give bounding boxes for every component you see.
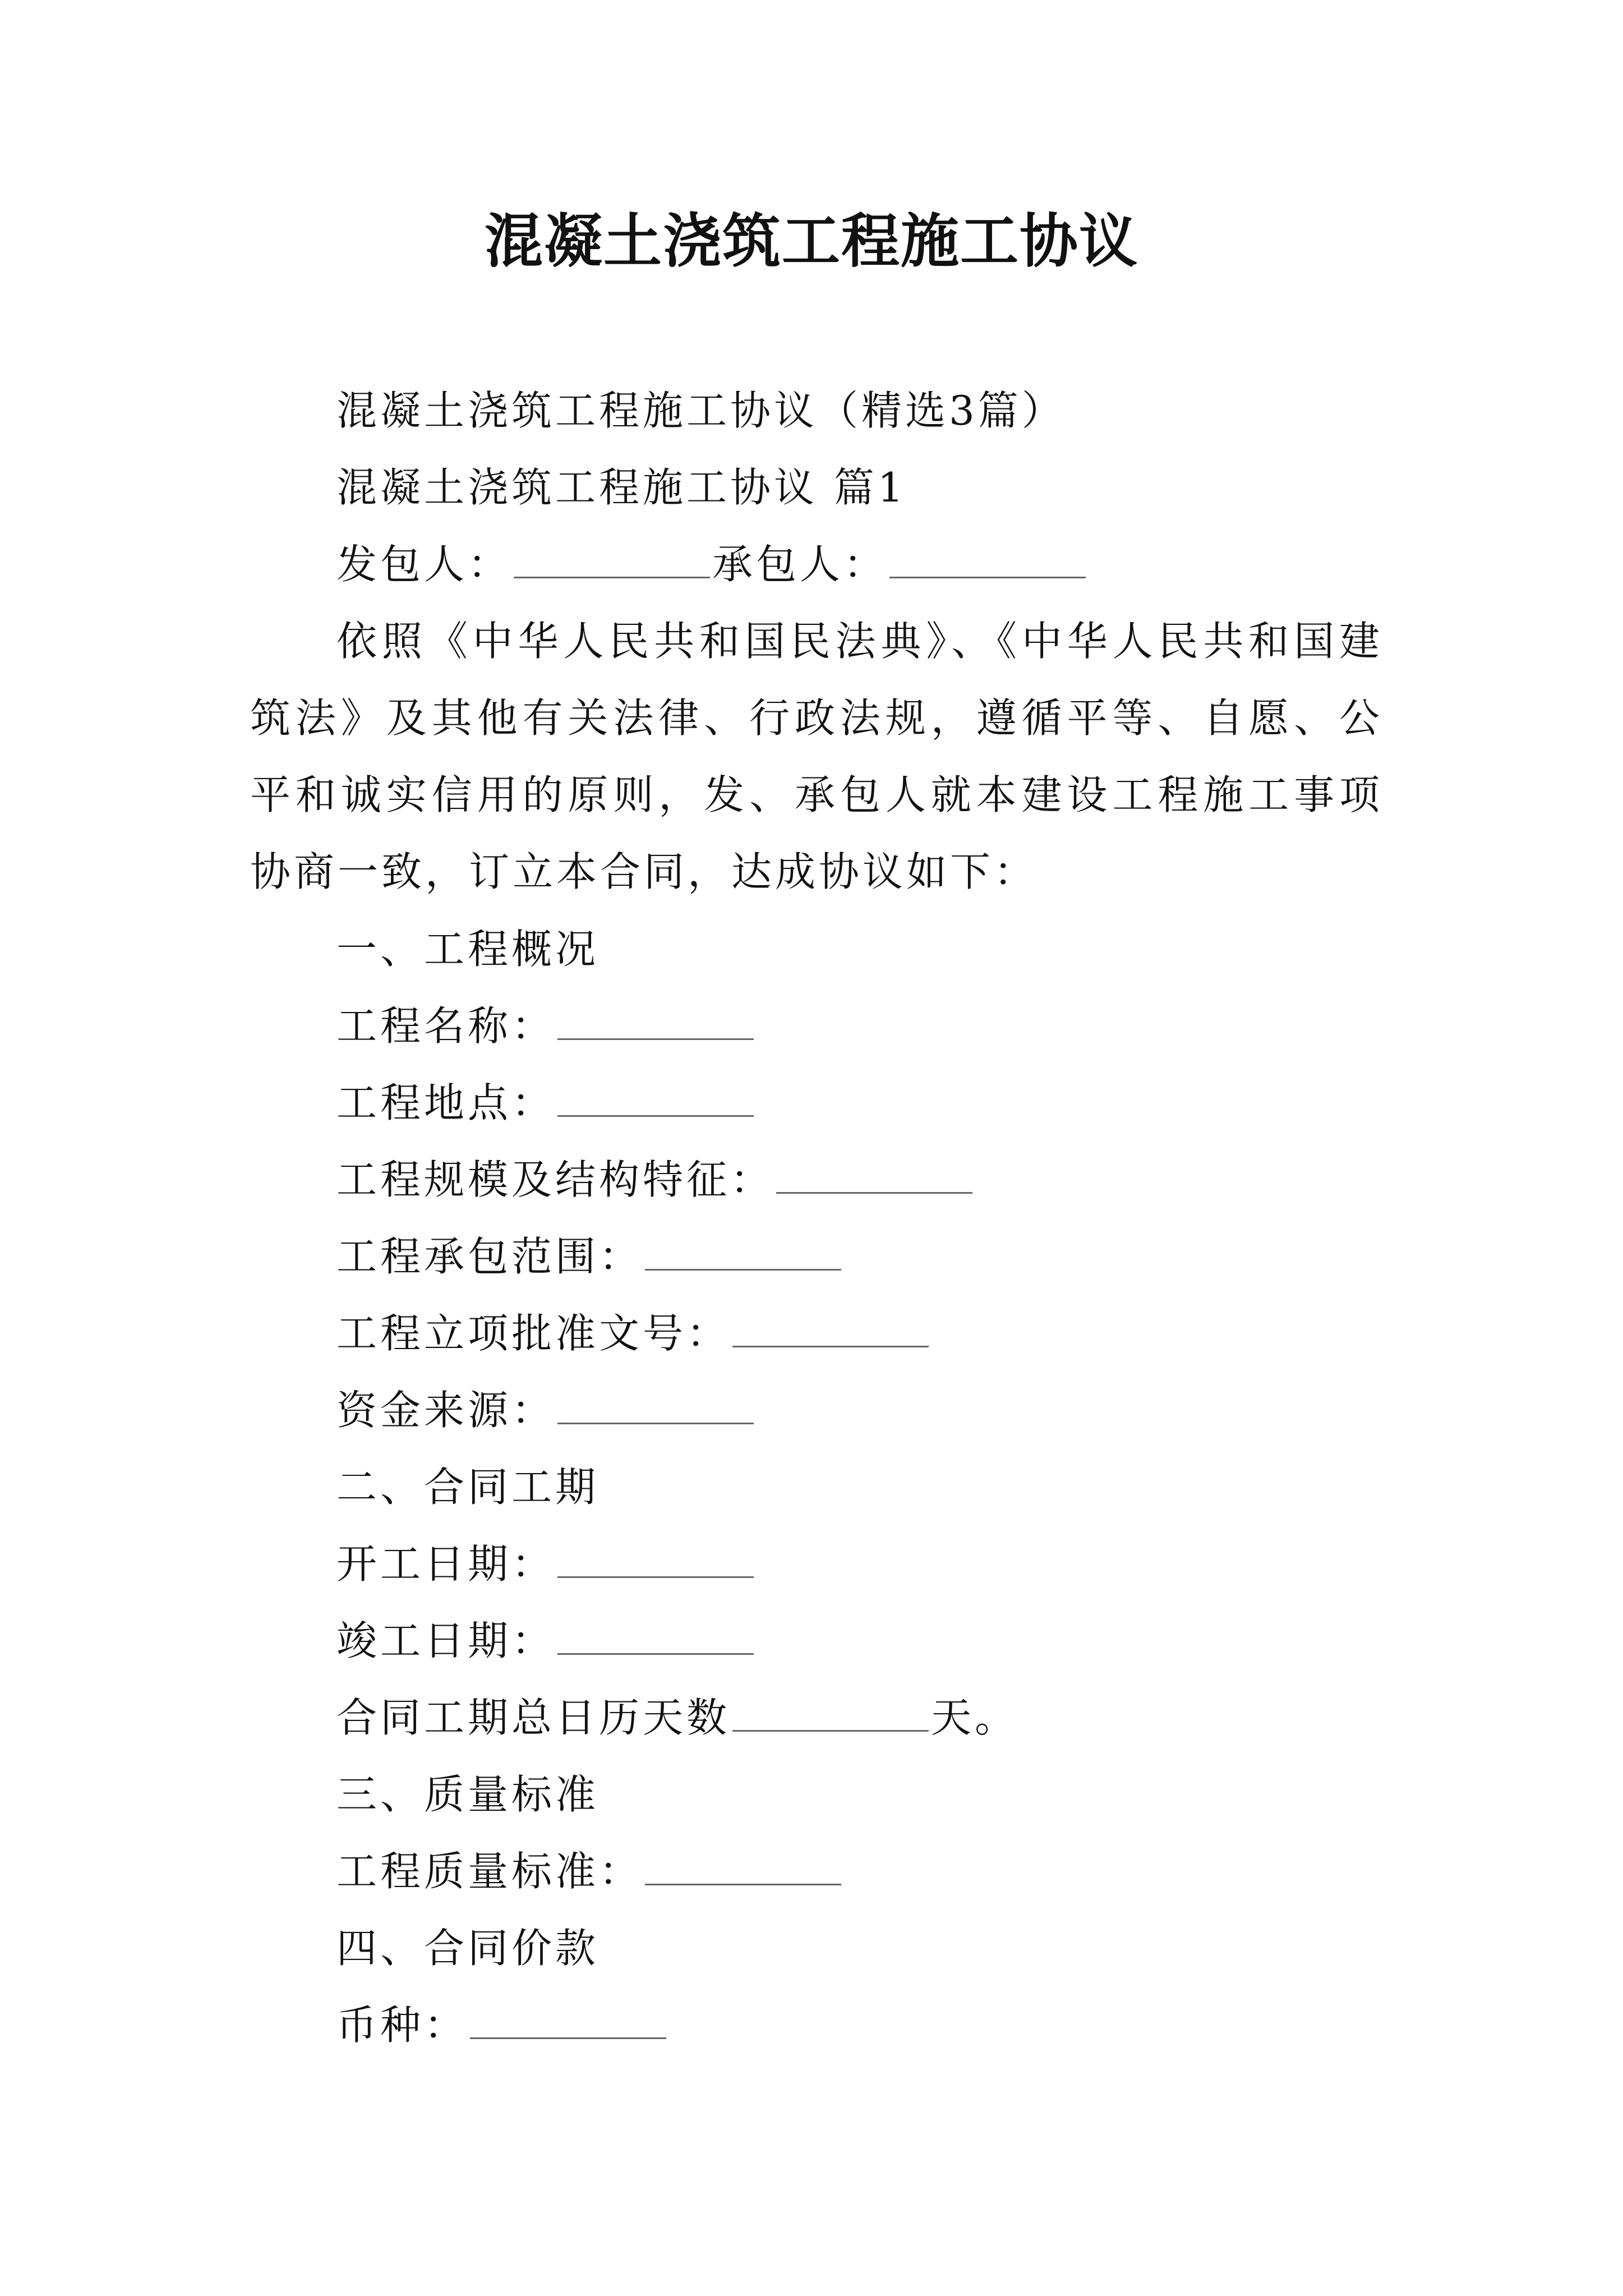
section2-heading: 二、合同工期: [336, 1464, 600, 1511]
currency-blank: [470, 1998, 666, 2039]
project-name-blank: [557, 999, 754, 1040]
approval-number-label: 工程立项批准文号：: [336, 1310, 731, 1357]
contractor-blank: [889, 537, 1086, 578]
preamble-paragraph: 依照《中华人民共和国民法典》、《中华人民共和国建筑法》及其他有关法律、行政法规，遵循平等、自愿、公平和诚实信用的原则，发、承包人就本建设工程施工事项协商一致，订立本合同，达成协议如下：: [250, 618, 1383, 895]
fund-source-label: 资金来源：: [336, 1387, 556, 1434]
contract-scope-blank: [645, 1230, 841, 1271]
parties-line: [336, 536, 1088, 592]
scale-structure-blank: [776, 1153, 972, 1194]
approval-number-blank: [732, 1306, 929, 1347]
quality-standard-line: [336, 1843, 843, 1899]
project-name-line: [336, 998, 756, 1054]
completion-date-line: [336, 1613, 756, 1669]
project-name-label: 工程名称：: [336, 1002, 556, 1050]
contractor-label: 承包人：: [712, 541, 888, 588]
quality-standard-label: 工程质量标准：: [336, 1848, 643, 1895]
employer-blank: [514, 537, 710, 578]
document-title: 混凝土浇筑工程施工协议: [484, 206, 1138, 275]
currency-line: [336, 1997, 668, 2053]
section1-heading: 一、工程概况: [336, 926, 600, 973]
scale-structure-label: 工程规模及结构特征：: [336, 1156, 774, 1203]
total-days-line: [336, 1690, 1018, 1746]
fund-source-line: [336, 1382, 756, 1438]
total-days-prefix: 合同工期总日历天数: [336, 1694, 731, 1741]
contract-scope-label: 工程承包范围：: [336, 1233, 643, 1280]
start-date-blank: [557, 1537, 754, 1578]
start-date-line: [336, 1536, 756, 1592]
fund-source-blank: [557, 1383, 754, 1424]
document-subtitle: 混凝土浇筑工程施工协议（精选3篇）: [336, 387, 1066, 434]
project-location-line: [336, 1075, 756, 1131]
section3-heading: 三、质量标准: [336, 1771, 600, 1818]
currency-label: 币种：: [336, 2001, 468, 2049]
project-location-blank: [557, 1076, 754, 1117]
project-location-label: 工程地点：: [336, 1079, 556, 1126]
total-days-blank: [732, 1691, 929, 1732]
approval-number-line: [336, 1305, 931, 1361]
section4-heading: 四、合同价款: [336, 1925, 600, 1972]
employer-label: 发包人：: [336, 541, 512, 588]
completion-date-label: 竣工日期：: [336, 1617, 556, 1664]
contract-scope-line: [336, 1228, 843, 1285]
completion-date-blank: [557, 1614, 754, 1655]
start-date-label: 开工日期：: [336, 1540, 556, 1588]
scale-structure-line: [336, 1152, 975, 1208]
article-heading: 混凝土浇筑工程施工协议 篇1: [336, 464, 907, 511]
quality-standard-blank: [645, 1844, 841, 1885]
total-days-suffix: 天。: [931, 1694, 1019, 1741]
